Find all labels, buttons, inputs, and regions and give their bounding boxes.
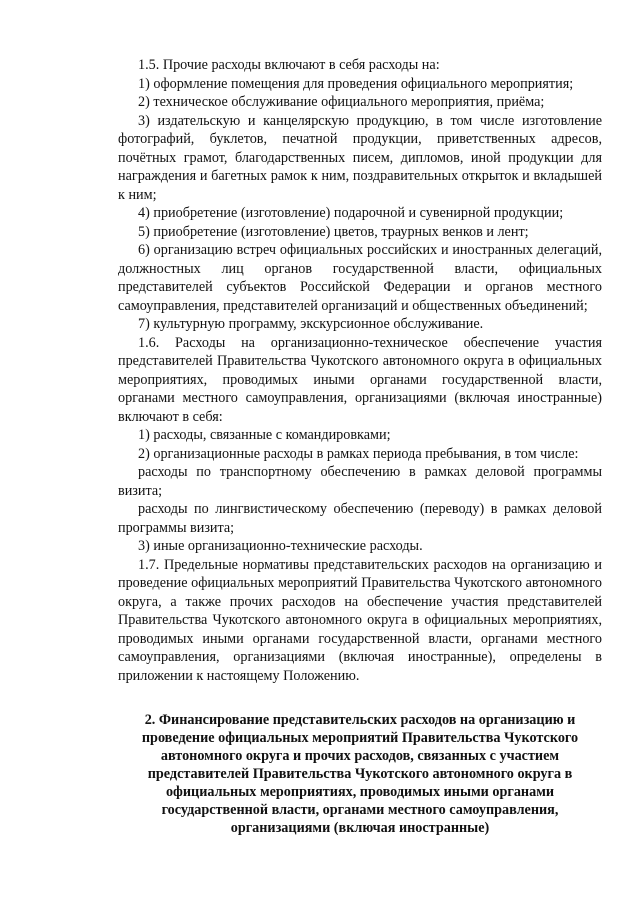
list-item-1: 1) оформление помещения для проведения официального мероприятия;	[138, 75, 574, 92]
list-item-1-6-2: 2) организационные расходы в рамках периода пребывания, в том числе:	[138, 445, 579, 462]
list-item-1-6-1: 1) расходы, связанные с командировками;	[138, 427, 391, 443]
list-item-4: 4) приобретение (изготовление) подарочной и сувенирной продукции;	[138, 205, 564, 221]
list-item-1-6-3: 3) иные организационно-технические расходы.	[138, 538, 423, 554]
paragraph-1-5: 1.5. Прочие расходы включают в себя расходы на:	[138, 57, 440, 73]
document-body	[118, 56, 602, 685]
list-item-3: 3) издательскую и канцелярскую продукцию, в том числе изготовление фотографий, буклетов, печатной продукции, приветственных адресов, почётных грамот, благодарственных писем, дипломов, иной продукции для награждения и багетных рамок к ним, поздравительных открыток и вкладышей к ним;	[118, 112, 602, 203]
paragraph-1-6: 1.6. Расходы на организационно-техническое обеспечение участия представителей Правительства Чукотского автономного округа в официальных мероприятиях, проводимых иными органами государственной власти, органами местного самоуправления, организациями (включая иностранные) включают в себя:	[118, 334, 602, 425]
list-item-5: 5) приобретение (изготовление) цветов, траурных венков и лент;	[138, 223, 529, 240]
list-item-7: 7) культурную программу, экскурсионное обслуживание.	[138, 316, 484, 332]
sub-item-linguistic: расходы по лингвистическому обеспечению (переводу) в рамках деловой программы визита;	[118, 501, 602, 536]
section-2-heading: 2. Финансирование представительских расходов на организацию и проведение официальных мероприятий Правительства Чукотского автономного округа и прочих расходов, связанных с участием представителей Правительства Чукотского автономного округа в официальных мероприятиях, проводимых иными органами государственной власти, органами местного самоуправления, организациями (включая иностранные)	[141, 712, 579, 836]
list-item-6: 6) организацию встреч официальных российских и иностранных делегаций, должностных лиц органов государственной власти, официальных представителей субъектов Российской Федерации и органов местного самоуправления, представителей организаций и общественных объединений;	[118, 242, 602, 314]
paragraph-1-7: 1.7. Предельные нормативы представительских расходов на организацию и проведение официальных мероприятий Правительства Чукотского автономного округа, а также прочих расходов на обеспечение участия представителей Правительства Чукотского автономного округа в официальных мероприятиях, проводимых иными органами государственной власти, органами местного самоуправления, организациями (включая иностранные), определены в приложении к настоящему Положению.	[118, 556, 602, 684]
list-item-2: 2) техническое обслуживание официального мероприятия, приёма;	[138, 94, 545, 110]
sub-item-transport: расходы по транспортному обеспечению в рамках деловой программы визита;	[118, 464, 602, 499]
